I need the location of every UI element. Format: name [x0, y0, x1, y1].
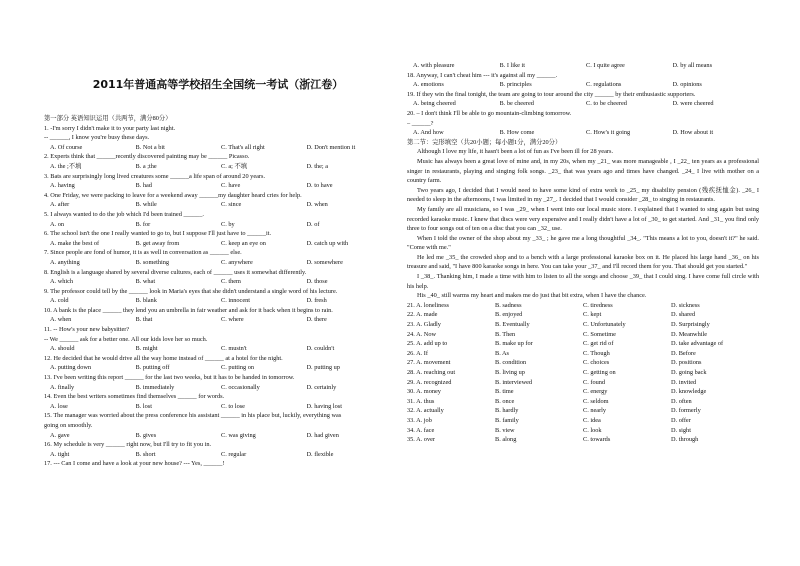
- cloze-option: D. invited: [671, 378, 697, 386]
- cloze-option: 27. A. movement: [407, 359, 451, 367]
- cloze-option-row: [407, 310, 759, 320]
- cloze-option: C. kept: [583, 311, 602, 319]
- cloze-option: C. idea: [583, 416, 601, 424]
- answer-option: C. I quite agree: [586, 62, 625, 69]
- answer-option: A. tight: [50, 450, 70, 458]
- answer-option: C. anywhere: [221, 258, 253, 266]
- cloze-option-row: [407, 387, 759, 397]
- answer-option: C. to lose: [221, 402, 245, 410]
- cloze-option-row: [407, 349, 759, 359]
- cloze-option-row: [407, 426, 759, 436]
- cloze-option: 23. A. Gladly: [407, 321, 441, 329]
- cloze-option: D. going back: [671, 369, 707, 376]
- answer-option: D. fresh: [306, 297, 327, 305]
- cloze-option: C. Unfortunately: [583, 321, 626, 329]
- answer-options: [44, 277, 392, 287]
- cloze-option: D. often: [671, 397, 692, 405]
- cloze-option: D. sickness: [671, 301, 700, 309]
- question-text: 7. Since people are fond of humor, it is as well in conversation as ______ else.: [44, 249, 242, 257]
- answer-options: [44, 315, 392, 325]
- passage-paragraph: Although I love my life, it hasn't been a lot of fun as I've been ill for 28 years.: [417, 148, 614, 156]
- answer-option: C. to be cheered: [586, 100, 627, 108]
- cloze-option: 25. A. add up to: [407, 340, 448, 348]
- answer-option: A. finally: [50, 383, 75, 391]
- answer-option: A. being cheered: [413, 100, 456, 108]
- cloze-option-row: [407, 330, 759, 340]
- cloze-option: B. condition: [495, 359, 527, 367]
- answer-option: D. having lost: [306, 402, 343, 410]
- answer-options: [44, 162, 392, 172]
- answer-options: [407, 99, 759, 109]
- answer-option: D. catch up with: [306, 239, 349, 247]
- section-heading: 第一部分 英语知识运用（共两节，满分80分）: [44, 115, 172, 122]
- cloze-option: D. shared: [671, 311, 696, 319]
- answer-option: B. How come: [499, 129, 535, 137]
- question-text: 2. Experts think that ______recently discovered painting may be ______ Picasso.: [44, 153, 250, 161]
- cloze-option: 26. A. If: [407, 349, 428, 357]
- answer-options: [44, 220, 392, 230]
- answer-option: D. putting up: [306, 364, 340, 372]
- cloze-option: C. get rid of: [583, 340, 614, 348]
- cloze-option: 35. A. over: [407, 436, 435, 444]
- cloze-option: B. time: [495, 388, 514, 396]
- answer-option: B. for: [135, 220, 151, 228]
- answer-options: [44, 239, 392, 249]
- cloze-option: D. positions: [671, 359, 702, 367]
- answer-option: C. putting on: [221, 364, 255, 372]
- cloze-option-row: [407, 301, 759, 311]
- answer-option: C. That's all right: [221, 143, 265, 151]
- answer-option: A. the ;不填: [50, 162, 82, 170]
- question-text: – ______?: [407, 119, 434, 127]
- question-text: 16. My schedule is very ______ right now, but I'll try to fit you in.: [44, 441, 212, 449]
- question-text: 10. A bank is the place ______ they lend you an umbrella in fair weather and ask for it back when it begins to rain.: [44, 306, 333, 314]
- answer-options: [44, 258, 392, 268]
- answer-option: A. when: [50, 316, 72, 324]
- question-text: 11. -- How's your new babysitter?: [44, 326, 130, 334]
- answer-option: A. which: [50, 278, 74, 286]
- cloze-option: 34. A. face: [407, 426, 435, 434]
- answer-options: [407, 128, 759, 138]
- question-text: 4. One Friday, we were packing to leave for a weekend away ______my daughter heard cries for help.: [44, 191, 302, 199]
- cloze-option: C. found: [583, 378, 606, 386]
- question-text: 6. The school isn't the one I really wanted to go to, but I suppose I'll just have to ______it.: [44, 230, 272, 238]
- cloze-option: D. take advantage of: [671, 340, 724, 348]
- answer-option: D. certainly: [306, 383, 337, 391]
- cloze-option: C. Sometime: [583, 330, 616, 338]
- cloze-option: 32. A. actually: [407, 407, 444, 415]
- page-title: 2011年普通高等学校招生全国统一考试（浙江卷）: [92, 78, 344, 91]
- cloze-option: 22. A. made: [407, 311, 438, 319]
- answer-option: C. them: [221, 278, 241, 286]
- question-text: 5. I always wanted to do the job which I'd been trained ______.: [44, 210, 204, 218]
- answer-option: B. immediately: [135, 383, 175, 391]
- answer-option: A. gave: [50, 431, 70, 439]
- answer-option: A. having: [50, 182, 75, 190]
- answer-option: C. keep an eye on: [221, 239, 266, 247]
- question-text: 19. If they win the final tonight, the team are going to tour around the city ______ by their enthusiastic supporters.: [407, 90, 696, 98]
- left-column: [44, 114, 392, 469]
- cloze-option: B. along: [495, 436, 517, 444]
- cloze-option: B. Eventually: [495, 321, 530, 329]
- cloze-option-row: [407, 339, 759, 349]
- question-text: 14. Even the best writers sometimes find themselves ______ for words.: [44, 393, 225, 401]
- cloze-option: C. seldom: [583, 397, 609, 405]
- cloze-option: D. knowledge: [671, 388, 707, 396]
- cloze-option: D. formerly: [671, 407, 701, 415]
- answer-option: B. gives: [135, 431, 157, 439]
- cloze-option-row: [407, 435, 759, 445]
- answer-option: D. How about it: [672, 129, 714, 137]
- answer-option: D. there: [306, 316, 327, 324]
- answer-option: B. that: [135, 316, 153, 324]
- cloze-option: B. living up: [495, 369, 525, 376]
- cloze-option: B. Then: [495, 330, 516, 338]
- cloze-option: C. towards: [583, 436, 611, 444]
- answer-option: A. anything: [50, 258, 80, 266]
- cloze-option-row: [407, 358, 759, 368]
- answer-option: A. make the best of: [50, 239, 100, 247]
- answer-option: C. innocent: [221, 297, 251, 305]
- question-text: 3. Bats are surprisingly long lived creatures some ______a life span of around 20 years.: [44, 172, 266, 180]
- cloze-passage: [407, 147, 759, 301]
- answer-option: A. lose: [50, 402, 68, 410]
- answer-options: [44, 450, 392, 460]
- answer-option: D. when: [306, 201, 328, 209]
- cloze-option: 31. A. thus: [407, 397, 435, 405]
- passage-paragraph: His _40_ still warms my heart and makes me do just that bit extra, when I have the chance.: [417, 292, 647, 300]
- answer-option: B. while: [135, 201, 157, 209]
- question-text: 8. English is a language shared by several diverse cultures, each of ______ uses it somewhat differently.: [44, 268, 307, 276]
- answer-option: D. the; a: [306, 162, 329, 170]
- answer-option: D. somewhere: [306, 258, 343, 266]
- passage-paragraph: My family are all musicians, so I was _29_ when I went into our local music store. I explained that I wanted to sing again but using recorded karaoke music. I knew that discs were very expensive and I really didn't have a lot of _30_ to get started. And _31_ you find only three to four songs out of ten on a disc that you can _32_ use.: [407, 205, 759, 233]
- answer-option: A. emotions: [413, 81, 444, 89]
- cloze-option: B. make up for: [495, 340, 533, 348]
- cloze-option: 24. A. Now: [407, 330, 437, 338]
- answer-option: B. what: [135, 278, 156, 286]
- question-text: -- ______, I know you're busy these days.: [44, 134, 150, 142]
- answer-option: B. principles: [499, 81, 532, 89]
- answer-options: [407, 61, 759, 71]
- answer-option: B. short: [135, 450, 156, 458]
- cloze-option-row: [407, 406, 759, 416]
- answer-option: C. was giving: [221, 431, 256, 439]
- answer-option: C. a; 不填: [221, 162, 248, 170]
- cloze-option: D. Surprisingly: [671, 321, 710, 329]
- cloze-option: C. tiredness: [583, 301, 613, 309]
- answer-option: D. flexible: [306, 450, 334, 458]
- answer-options: [44, 181, 392, 191]
- passage-paragraph: When I told the owner of the shop about my _33_ ; he gave me a long thoughtful _34_. "This means a lot to you, doesn't it?" he said. "Come with me.": [407, 234, 759, 252]
- answer-options: [44, 402, 392, 412]
- cloze-option: C. nearly: [583, 407, 607, 415]
- cloze-option: B. As: [495, 349, 509, 357]
- cloze-option: 29. A. recognized: [407, 378, 452, 386]
- answer-option: A. with pleasure: [413, 62, 455, 69]
- cloze-option-row: [407, 320, 759, 330]
- answer-option: C. regular: [221, 450, 247, 458]
- answer-option: B. I like it: [499, 62, 526, 69]
- answer-option: D. were cheered: [672, 100, 714, 108]
- cloze-option: C. Though: [583, 349, 610, 357]
- cloze-options: [407, 301, 759, 445]
- answer-options: [44, 363, 392, 373]
- right-column: [407, 61, 759, 445]
- answer-option: A. Of course: [50, 143, 83, 151]
- cloze-option: D. offer: [671, 416, 691, 424]
- cloze-option-row: [407, 368, 759, 378]
- passage-paragraph: He led me _35_ the crowded shop and to a bench with a large professional karaoke box on it. He placed his large hand _36_ on his treasure and said, "I have 800 karaoke songs in here. You can take your _37_ and I'll record them for you. That should get you started.": [407, 253, 759, 271]
- answer-option: B. something: [135, 258, 170, 266]
- answer-option: D. of: [306, 220, 320, 228]
- passage-paragraph: Music has always been a great love of mine and, in my 20s, when my _21_ was more manageable , I _22_ ten years as a professional singer in restaurants, playing and singing folk songs. _23_ that was years ago and times have changed. _24_ I live with mother on a country farm.: [407, 157, 759, 185]
- question-text: 15. The manager was worried about the press conference his assistant ______ in his place but, luckily, everything was: [44, 412, 342, 420]
- question-text: 17. --- Can I come and have a look at your new house? --- Yes, ______!: [44, 460, 225, 468]
- cloze-option: B. enjoyed: [495, 311, 523, 319]
- answer-option: D. had given: [306, 431, 339, 439]
- cloze-option: C. choices: [583, 359, 610, 367]
- answer-option: D. couldn't: [306, 345, 335, 353]
- cloze-option-row: [407, 397, 759, 407]
- answer-option: B. might: [135, 345, 158, 353]
- answer-option: C. How's it going: [586, 129, 631, 137]
- answer-option: B. a ;the: [135, 162, 157, 170]
- cloze-option-row: [407, 416, 759, 426]
- answer-option: B. lost: [135, 402, 152, 410]
- cloze-option: D. Before: [671, 349, 696, 357]
- answer-option: C. since: [221, 201, 242, 209]
- answer-option: D. by all means: [672, 62, 713, 69]
- answer-option: B. be cheered: [499, 100, 534, 108]
- answer-option: D. Don't mention it: [306, 143, 356, 151]
- answer-option: B. putting off: [135, 364, 170, 372]
- cloze-option: 21. A. loneliness: [407, 301, 449, 309]
- cloze-option: C. energy: [583, 388, 608, 396]
- answer-option: D. to have: [306, 182, 333, 190]
- answer-option: C. by: [221, 220, 235, 228]
- answer-options: [407, 80, 759, 90]
- question-text: 13. I've been writing this report ______ for the last two weeks, but it has to be handed in tomorrow.: [44, 374, 295, 382]
- passage-paragraph: Two years ago, I decided that I would need to have some kind of extra work to _25_ my disability pension (残疾抚恤金). _26_ I needed to sleep in the afternoons, I was limited in my _27_. I decided that I would consider _28_ to singing in restaurants.: [407, 186, 759, 204]
- question-text: 9. The professor could tell by the ______ look in Maria's eyes that she didn't understand a single word of his lecture.: [44, 287, 338, 295]
- cloze-option: D. sight: [671, 426, 691, 434]
- answer-option: A. should: [50, 345, 75, 353]
- question-text: 第二节：完形填空（共20小题；每小题1分，满分20分）: [407, 138, 562, 146]
- answer-option: D. those: [306, 278, 328, 286]
- answer-options: [44, 200, 392, 210]
- answer-option: A. And how: [413, 129, 444, 137]
- cloze-option: C. getting on: [583, 369, 616, 376]
- question-text: 20. – I don't think I'll be able to go mountain-climbing tomorrow.: [407, 109, 572, 117]
- answer-option: A. on: [50, 220, 64, 228]
- answer-option: C. where: [221, 316, 244, 324]
- answer-option: C. regulations: [586, 81, 622, 89]
- cloze-option: C. look: [583, 426, 602, 434]
- question-list-continued: [407, 61, 759, 147]
- answer-options: [44, 296, 392, 306]
- answer-options: [44, 383, 392, 393]
- cloze-option: B. view: [495, 426, 515, 434]
- answer-option: B. Not a bit: [135, 143, 165, 151]
- answer-options: [44, 143, 392, 153]
- cloze-option: D. Meanwhile: [671, 330, 708, 338]
- cloze-option: B. once: [495, 397, 515, 405]
- answer-option: B. blank: [135, 297, 157, 305]
- answer-option: B. get away from: [135, 239, 180, 247]
- answer-option: A. cold: [50, 297, 69, 305]
- cloze-option: B. interviewed: [495, 378, 533, 386]
- question-list: [44, 124, 392, 469]
- question-text: -- We ______ ask for a better one. All our kids love her so much.: [44, 335, 208, 343]
- question-text: 18. Anyway, I can't cheat him --- it's against all my ______.: [407, 71, 558, 79]
- answer-option: C. have: [221, 182, 241, 190]
- answer-option: D. opinions: [672, 81, 702, 89]
- question-text: going on smoothly.: [44, 422, 93, 429]
- passage-paragraph: I _38_. Thanking him, I made a time with him to listen to all the songs and choose _39_ that I could sing. I have come full circle with his help.: [407, 273, 759, 290]
- answer-options: [44, 344, 392, 354]
- cloze-option: B. family: [495, 416, 519, 424]
- cloze-option: B. sadness: [495, 301, 522, 309]
- answer-option: C. mustn't: [221, 345, 247, 353]
- cloze-option: 28. A. reaching out: [407, 369, 456, 376]
- question-text: 1. -I'm sorry I didn't make it to your party last night.: [44, 124, 176, 132]
- cloze-option: D. through: [671, 436, 699, 444]
- question-text: 12. He decided that he would drive all the way home instead of ______ at a hotel for the night.: [44, 354, 283, 362]
- answer-option: C. occasionally: [221, 383, 260, 391]
- answer-option: A. after: [50, 201, 70, 209]
- cloze-option: 33. A. job: [407, 416, 432, 424]
- cloze-option: 30. A. money: [407, 388, 441, 396]
- answer-options: [44, 431, 392, 441]
- cloze-option: B. hardly: [495, 407, 519, 415]
- answer-option: B. had: [135, 182, 152, 190]
- answer-option: A. putting down: [50, 364, 92, 372]
- cloze-option-row: [407, 378, 759, 388]
